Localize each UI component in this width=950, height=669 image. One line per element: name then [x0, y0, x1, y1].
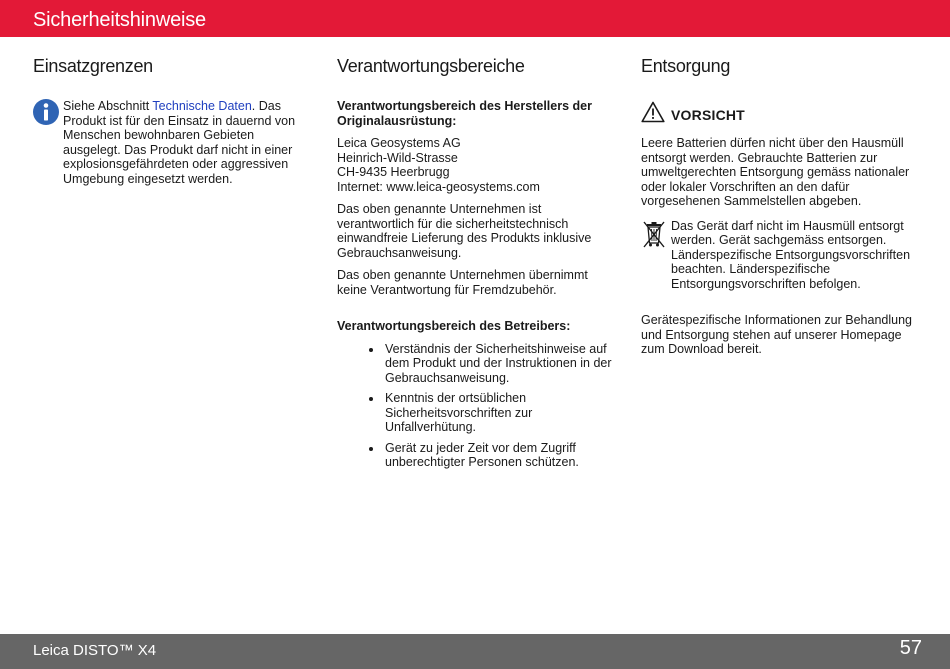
disposal-note	[641, 219, 926, 292]
crossed-bin-icon	[641, 219, 667, 254]
address-line-2: Heinrich-Wild-Strasse	[337, 150, 458, 165]
link-technische-daten[interactable]: Technische Daten	[152, 99, 252, 113]
list-item	[337, 342, 617, 386]
heading-verantwortungsbereiche: Verantwortungsbereiche	[337, 56, 525, 76]
warning-header	[641, 101, 926, 128]
bullet-icon	[369, 348, 373, 352]
address-line-4: Internet: www.leica-geosystems.com	[337, 179, 540, 194]
column-einsatzgrenzen	[33, 56, 303, 186]
column-verantwortungsbereiche	[337, 56, 617, 476]
bullet-icon	[369, 397, 373, 401]
page-number: 57	[899, 637, 922, 659]
page-footer	[0, 634, 950, 669]
manufacturer-para-1: Das oben genannte Unternehmen ist verantwortlich für die sicherheitstechnisch einwandfreie Lieferung des Produkts inklusive Gebrauchsanweisung.	[337, 202, 592, 260]
list-item	[337, 391, 617, 435]
address-line-1: Leica Geosystems AG	[337, 136, 461, 150]
info-text	[63, 99, 303, 186]
heading-entsorgung: Entsorgung	[641, 56, 731, 76]
warning-label: VORSICHT	[671, 106, 745, 123]
warning-triangle-icon	[641, 101, 665, 128]
manufacturer-para-2: Das oben genannte Unternehmen übernimmt keine Verantwortung für Fremdzubehör.	[337, 268, 588, 297]
list-item-text: Kenntnis der ortsüblichen Sicherheitsvorschriften zur Unfallverhütung.	[385, 391, 533, 434]
operator-list	[337, 342, 617, 470]
manufacturer-heading: Verantwortungsbereich des Herstellers der Originalausrüstung:	[337, 99, 592, 128]
warning-text: Leere Batterien dürfen nicht über den Hausmüll entsorgt werden. Gebrauchte Batterien zur umweltgerechten Entsorgung gemäss nationaler oder lokaler Vorschriften an den dafür vorgesehenen Sammelstellen abgeben.	[641, 136, 910, 208]
page-header	[0, 0, 950, 37]
list-item-text: Verständnis der Sicherheitshinweise auf dem Produkt und der Instruktionen in der Gebrauchsanweisung.	[385, 341, 612, 385]
info-text-before: Siehe Abschnitt	[63, 99, 153, 113]
list-item	[337, 441, 617, 470]
info-text-after: . Das Produkt ist für den Einsatz in dauernd von Menschen bewohnbaren Gebieten ausgelegt. Das Produkt darf nicht in einer explosionsgefährdeten oder aggressiven Umgebung eingesetzt werden.	[63, 99, 296, 186]
column-entsorgung	[641, 56, 926, 357]
section-title: Sicherheitshinweise	[33, 9, 206, 31]
info-note	[33, 99, 303, 186]
address-line-3: CH-9435 Heerbrugg	[337, 165, 450, 179]
list-item-text: Gerät zu jeder Zeit vor dem Zugriff unberechtigter Personen schützen.	[385, 440, 579, 469]
final-text: Gerätespezifische Informationen zur Behandlung und Entsorgung stehen auf unserer Homepage zum Download bereit.	[641, 313, 912, 356]
disposal-text: Das Gerät darf nicht im Hausmüll entsorgt werden. Gerät sachgemäss entsorgen. Länderspezifische Entsorgungsvorschriften beachten. Länderspezifische Entsorgungsvorschriften befolgen.	[671, 218, 911, 291]
heading-einsatzgrenzen: Einsatzgrenzen	[33, 56, 153, 76]
operator-heading: Verantwortungsbereich des Betreibers:	[337, 319, 571, 333]
product-name: Leica DISTO™ X4	[33, 642, 157, 659]
info-icon	[33, 99, 59, 125]
bullet-icon	[369, 447, 373, 451]
